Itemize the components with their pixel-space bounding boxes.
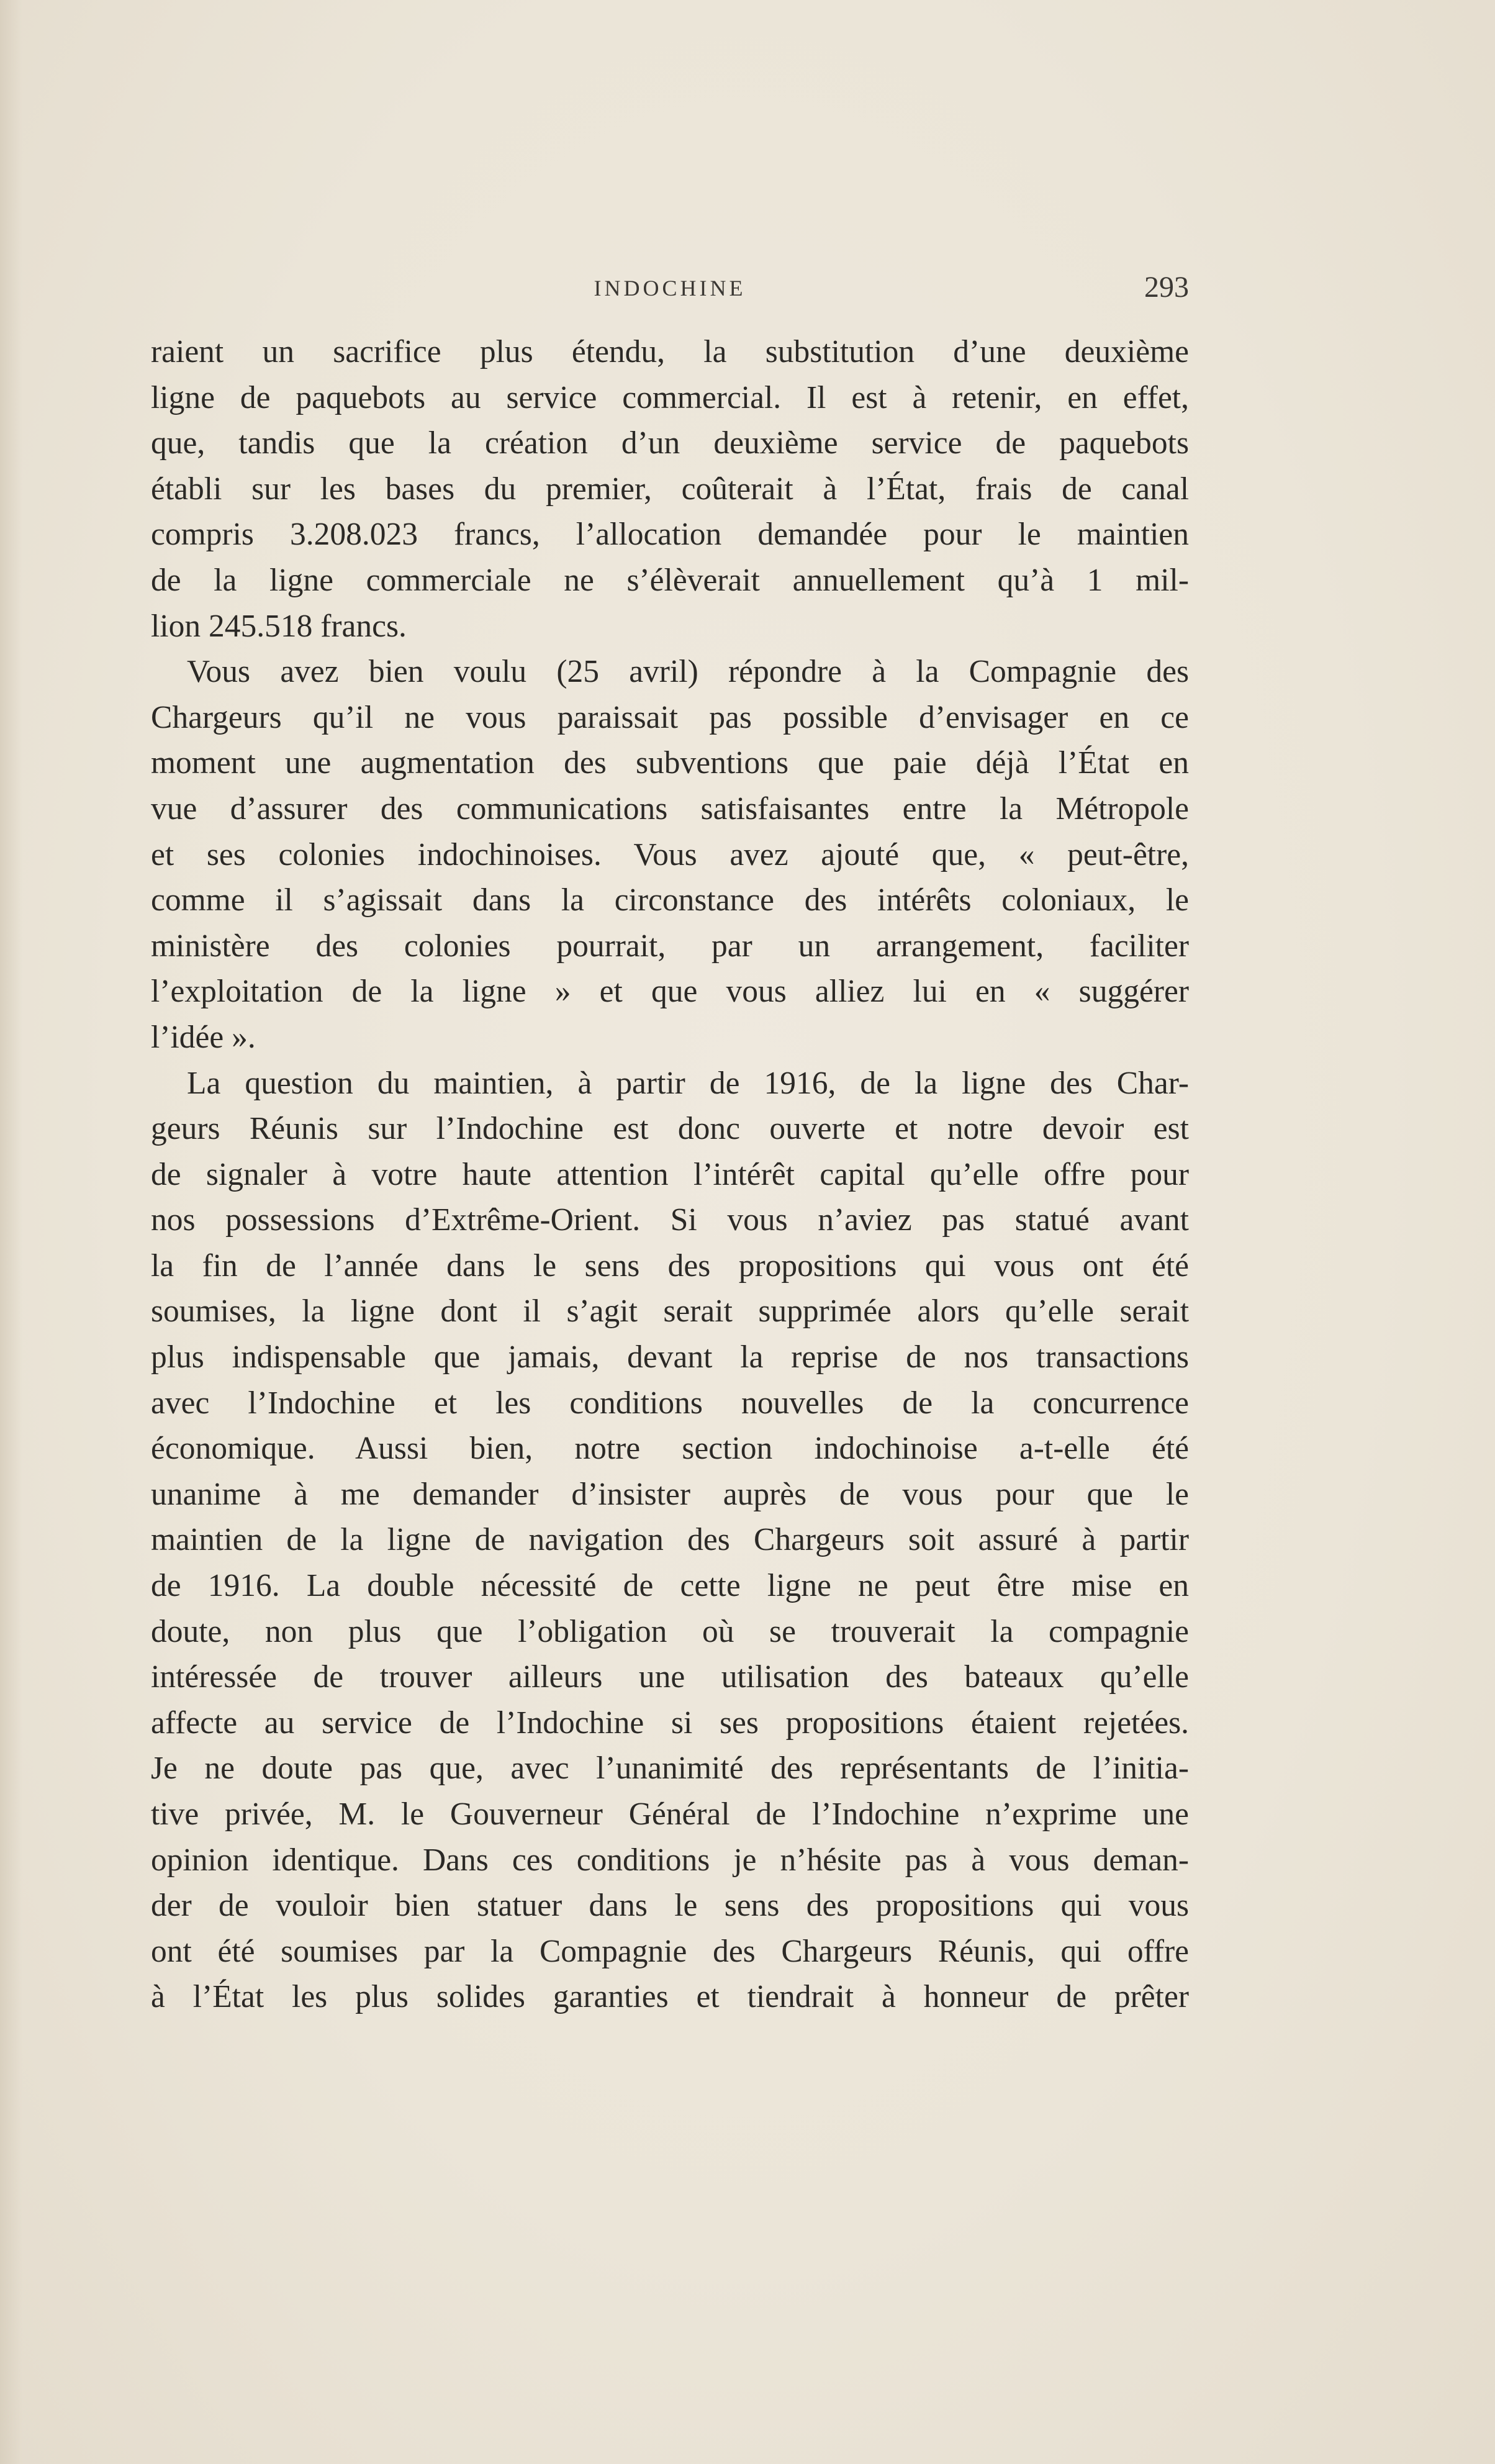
text-line: tive privée, M. le Gouverneur Général de l’Indochine n’exprime une — [151, 1796, 1189, 1832]
text-line: compris 3.208.023 francs, l’allocation demandée pour le maintien — [151, 517, 1189, 553]
text-line: opinion identique. Dans ces conditions je n’hésite pas à vous deman- — [151, 1842, 1189, 1878]
text-line: plus indispensable que jamais, devant la reprise de nos transactions — [151, 1339, 1189, 1375]
text-line: affecte au service de l’Indochine si ses propositions étaient rejetées. — [151, 1705, 1189, 1741]
text-line: moment une augmentation des subventions que paie déjà l’État en — [151, 745, 1189, 781]
text-line: raient un sacrifice plus étendu, la substitution d’une deuxième — [151, 334, 1189, 369]
text-line: que, tandis que la création d’un deuxième service de paquebots — [151, 425, 1189, 461]
text-line: l’idée ». — [151, 1019, 256, 1055]
text-line: de 1916. La double nécessité de cette ligne ne peut être mise en — [151, 1568, 1189, 1604]
text-line: soumises, la ligne dont il s’agit serait supprimée alors qu’elle serait — [151, 1293, 1189, 1329]
text-line: comme il s’agissait dans la circonstance des intérêts coloniaux, le — [151, 882, 1189, 918]
text-line: unanime à me demander d’insister auprès de vous pour que le — [151, 1476, 1189, 1512]
text-line: de signaler à votre haute attention l’intérêt capital qu’elle offre pour — [151, 1156, 1189, 1192]
text-line: ligne de paquebots au service commercial. Il est à retenir, en effet, — [151, 379, 1189, 415]
text-line: nos possessions d’Extrême-Orient. Si vous n’aviez pas statué avant — [151, 1202, 1189, 1238]
page-header — [151, 270, 1189, 307]
text-line: et ses colonies indochinoises. Vous avez ajouté que, « peut-être, — [151, 836, 1189, 872]
page-number: 293 — [1144, 271, 1189, 304]
text-line: établi sur les bases du premier, coûterait à l’État, frais de canal — [151, 471, 1189, 507]
text-line: Vous avez bien voulu (25 avril) répondre à la Compagnie des — [187, 654, 1189, 690]
text-line: la fin de l’année dans le sens des propositions qui vous ont été — [151, 1248, 1189, 1284]
text-line: avec l’Indochine et les conditions nouvelles de la concurrence — [151, 1385, 1189, 1421]
text-line: intéressée de trouver ailleurs une utilisation des bateaux qu’elle — [151, 1659, 1189, 1695]
page-gutter-shadow — [0, 0, 22, 2464]
text-line: doute, non plus que l’obligation où se trouverait la compagnie — [151, 1613, 1189, 1649]
text-line: ont été soumises par la Compagnie des Chargeurs Réunis, qui offre — [151, 1933, 1189, 1969]
text-line: der de vouloir bien statuer dans le sens des propositions qui vous — [151, 1888, 1189, 1924]
text-line: geurs Réunis sur l’Indochine est donc ouverte et notre devoir est — [151, 1111, 1189, 1147]
body-text — [151, 329, 1189, 2020]
text-line: Je ne doute pas que, avec l’unanimité des représentants de l’initia- — [151, 1751, 1189, 1787]
text-line: de la ligne commerciale ne s’élèverait annuellement qu’à 1 mil- — [151, 562, 1189, 598]
text-line: vue d’assurer des communications satisfaisantes entre la Métropole — [151, 790, 1189, 827]
running-head: INDOCHINE — [594, 276, 746, 301]
text-line: économique. Aussi bien, notre section indochinoise a-t-elle été — [151, 1431, 1189, 1467]
text-line: lion 245.518 francs. — [151, 608, 407, 644]
text-line: à l’État les plus solides garanties et tiendrait à honneur de prêter — [151, 1979, 1189, 2015]
text-line: l’exploitation de la ligne » et que vous alliez lui en « suggérer — [151, 974, 1189, 1010]
text-line: La question du maintien, à partir de 1916, de la ligne des Char- — [187, 1065, 1189, 1101]
text-line: Chargeurs qu’il ne vous paraissait pas possible d’envisager en ce — [151, 699, 1189, 735]
text-line: ministère des colonies pourrait, par un arrangement, faciliter — [151, 928, 1189, 964]
text-line: maintien de la ligne de navigation des Chargeurs soit assuré à partir — [151, 1522, 1189, 1558]
